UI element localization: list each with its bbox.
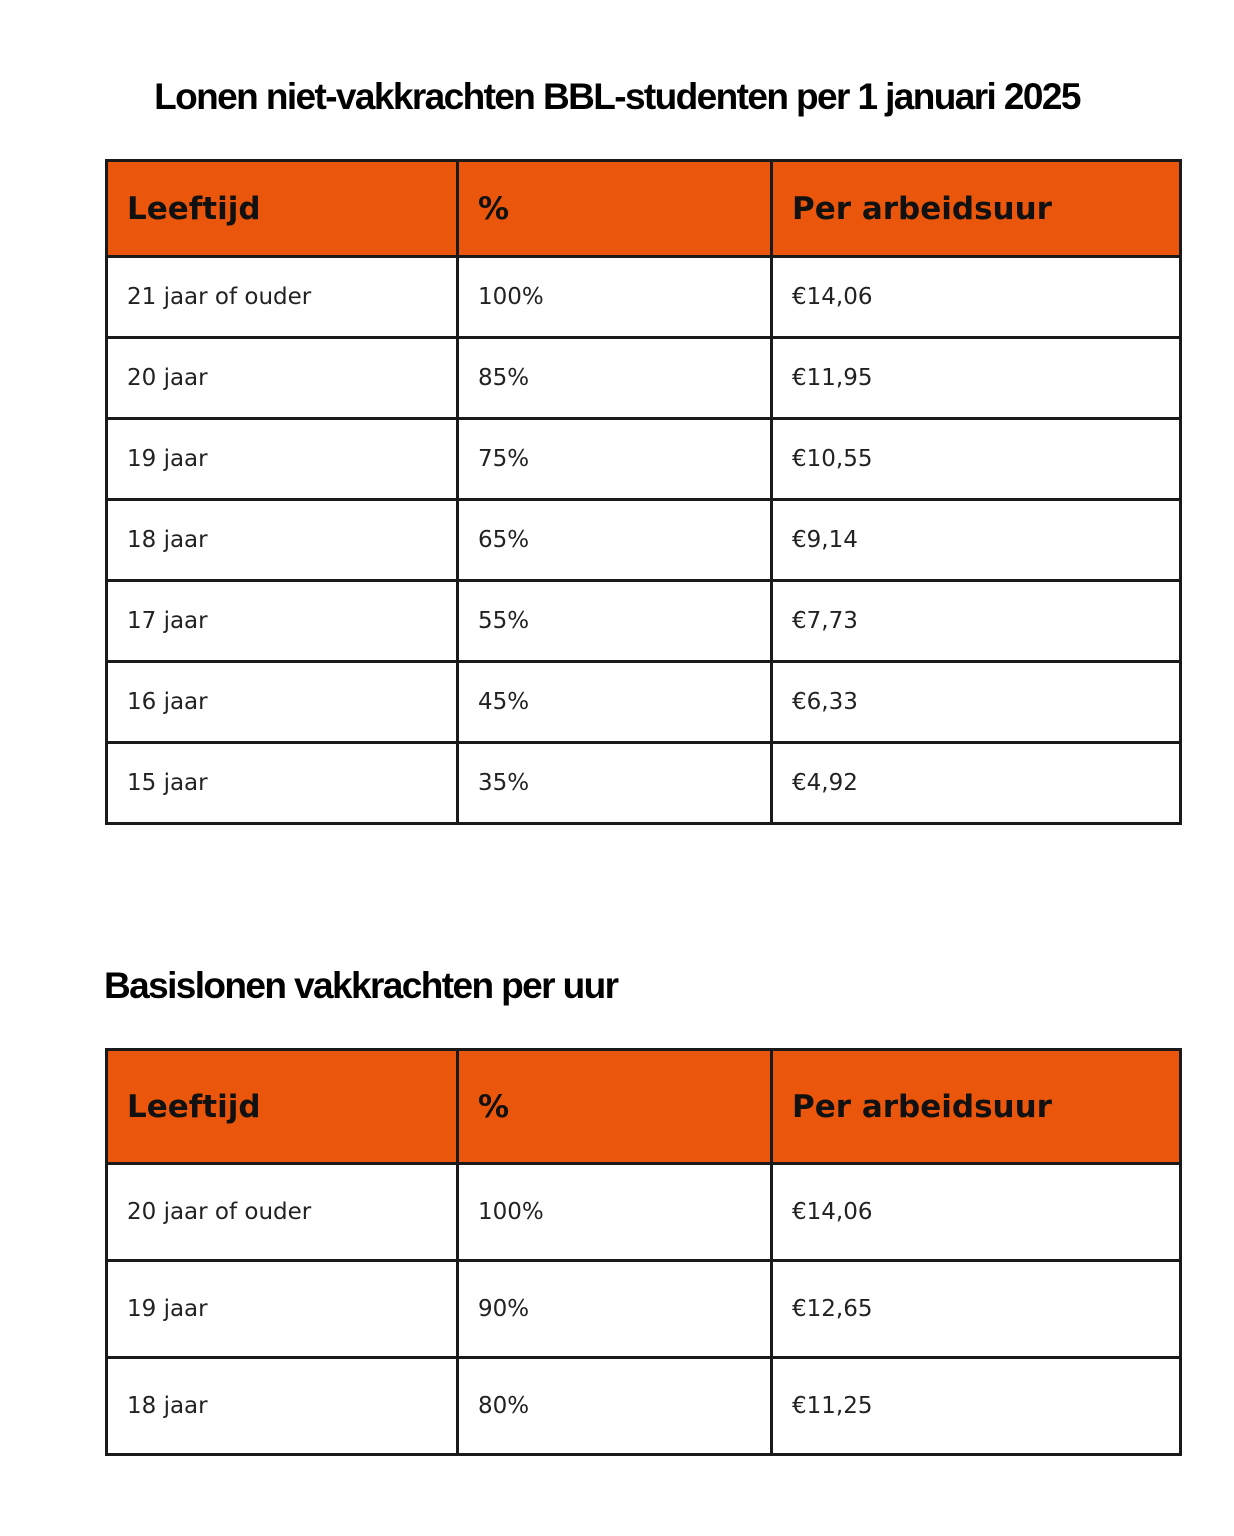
column-header-percentage: % (458, 1050, 772, 1164)
cell-age: 16 jaar (107, 662, 458, 743)
table-row (107, 1358, 1181, 1455)
table-row (107, 743, 1181, 824)
cell-hourly-wage: €14,06 (772, 1164, 1181, 1261)
table-row (107, 662, 1181, 743)
cell-age: 18 jaar (107, 500, 458, 581)
cell-hourly-wage: €10,55 (772, 419, 1181, 500)
cell-percentage: 35% (458, 743, 772, 824)
column-header-percentage: % (458, 161, 772, 257)
wage-table-vakkrachten (105, 1048, 1182, 1456)
cell-hourly-wage: €11,25 (772, 1358, 1181, 1455)
cell-percentage: 55% (458, 581, 772, 662)
table-row (107, 500, 1181, 581)
cell-percentage: 75% (458, 419, 772, 500)
column-header-leeftijd: Leeftijd (107, 161, 458, 257)
wage-table-niet-vakkrachten (105, 159, 1182, 825)
table-row (107, 338, 1181, 419)
cell-age: 21 jaar of ouder (107, 257, 458, 338)
table-row (107, 419, 1181, 500)
cell-hourly-wage: €4,92 (772, 743, 1181, 824)
cell-hourly-wage: €7,73 (772, 581, 1181, 662)
page-title-niet-vakkrachten: Lonen niet-vakkrachten BBL-studenten per 1 januari 2025 (154, 76, 1080, 117)
cell-age: 18 jaar (107, 1358, 458, 1455)
table-row (107, 1164, 1181, 1261)
column-header-leeftijd: Leeftijd (107, 1050, 458, 1164)
cell-hourly-wage: €12,65 (772, 1261, 1181, 1358)
table-row (107, 257, 1181, 338)
table-header-row (107, 161, 1181, 257)
cell-age: 17 jaar (107, 581, 458, 662)
cell-age: 19 jaar (107, 1261, 458, 1358)
column-header-per-arbeidsuur: Per arbeidsuur (772, 161, 1181, 257)
cell-age: 20 jaar (107, 338, 458, 419)
cell-age: 19 jaar (107, 419, 458, 500)
cell-percentage: 65% (458, 500, 772, 581)
cell-percentage: 100% (458, 1164, 772, 1261)
section-title-vakkrachten: Basislonen vakkrachten per uur (104, 965, 618, 1006)
table-row (107, 1261, 1181, 1358)
table-row (107, 581, 1181, 662)
table-header-row (107, 1050, 1181, 1164)
cell-percentage: 80% (458, 1358, 772, 1455)
cell-age: 20 jaar of ouder (107, 1164, 458, 1261)
cell-hourly-wage: €14,06 (772, 257, 1181, 338)
cell-percentage: 90% (458, 1261, 772, 1358)
cell-percentage: 85% (458, 338, 772, 419)
cell-hourly-wage: €11,95 (772, 338, 1181, 419)
cell-age: 15 jaar (107, 743, 458, 824)
cell-hourly-wage: €6,33 (772, 662, 1181, 743)
cell-percentage: 100% (458, 257, 772, 338)
column-header-per-arbeidsuur: Per arbeidsuur (772, 1050, 1181, 1164)
cell-hourly-wage: €9,14 (772, 500, 1181, 581)
cell-percentage: 45% (458, 662, 772, 743)
